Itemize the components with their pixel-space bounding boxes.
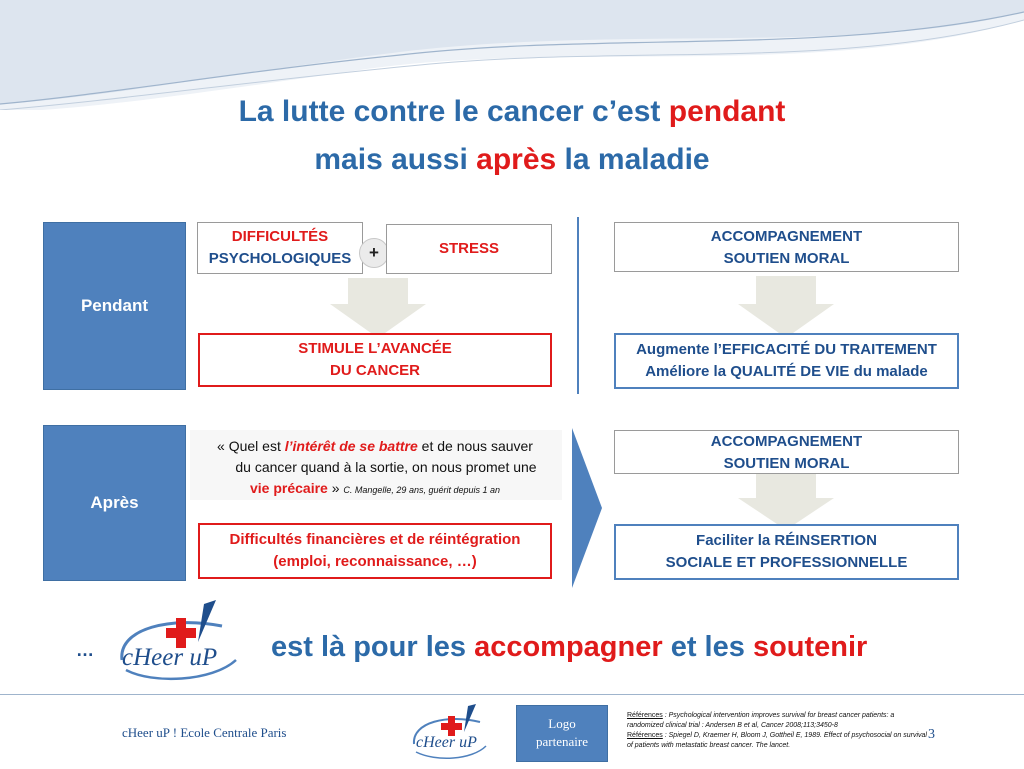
reference-label: Références bbox=[627, 732, 663, 739]
box-text: STIMULE L’AVANCÉE bbox=[298, 340, 452, 357]
stress-box bbox=[386, 224, 552, 274]
tagline-part: et les bbox=[662, 631, 753, 663]
reinsertion-box bbox=[614, 524, 959, 580]
reference-text: : Psychological intervention improves survival for breast cancer patients: a randomized clinical trial : Andersen B et al, Cancer 2008;113;3450-8 bbox=[627, 712, 895, 729]
references bbox=[627, 711, 927, 751]
down-arrow-left-pendant bbox=[330, 278, 426, 338]
vertical-divider bbox=[577, 217, 579, 394]
row-label-apres bbox=[43, 425, 186, 581]
reference-1 bbox=[627, 711, 927, 731]
row-label-text: Après bbox=[90, 493, 139, 512]
reference-text: : Spiegel D, Kraemer H, Bloom J, Gottheil E, 1989. Effect of psychosocial on survival of patients with metastatic breast cancer. The lancet. bbox=[627, 732, 927, 749]
box-text: SOUTIEN MORAL bbox=[723, 455, 850, 472]
box-text: (emploi, reconnaissance, …) bbox=[273, 553, 477, 570]
box-text: Améliore la QUALITÉ DE VIE du malade bbox=[645, 363, 928, 380]
title-text: la maladie bbox=[556, 143, 710, 176]
difficultes-financieres-box bbox=[198, 523, 552, 579]
quote-text: « Quel est bbox=[217, 438, 285, 454]
footer-cheerup-logo bbox=[408, 704, 494, 764]
down-arrow-right-apres bbox=[738, 474, 834, 530]
box-text: Difficultés financières et de réintégration bbox=[229, 531, 521, 548]
efficacite-traitement-box bbox=[614, 333, 959, 389]
down-arrow-right-pendant bbox=[738, 276, 834, 338]
box-text: DU CANCER bbox=[330, 362, 420, 379]
difficultes-psychologiques-box bbox=[197, 222, 363, 274]
page-number: 3 bbox=[928, 727, 935, 742]
footer-organization: cHeer uP ! Ecole Centrale Paris bbox=[122, 725, 287, 740]
right-arrow-apres bbox=[572, 428, 602, 588]
tagline-ellipsis: … bbox=[76, 640, 94, 660]
plus-badge bbox=[359, 238, 389, 268]
slide-title-line2 bbox=[0, 141, 1024, 179]
partner-text: Logo bbox=[548, 716, 576, 731]
tagline-text bbox=[271, 631, 867, 664]
accompagnement-box-pendant bbox=[614, 222, 959, 272]
row-label-pendant bbox=[43, 222, 186, 390]
row-label-text: Pendant bbox=[80, 296, 149, 315]
box-text: ACCOMPAGNEMENT bbox=[710, 433, 863, 450]
quote-text: et de nous sauver bbox=[417, 438, 533, 454]
cheerup-logo-graphic bbox=[112, 598, 252, 688]
reference-label: Références bbox=[627, 712, 663, 719]
accompagnement-box-apres bbox=[614, 430, 959, 474]
reference-2 bbox=[627, 731, 927, 751]
tagline-part: est là pour les bbox=[271, 631, 475, 663]
box-text: Augmente l’EFFICACITÉ DU TRAITEMENT bbox=[636, 341, 937, 358]
patient-quote bbox=[192, 436, 558, 501]
title-highlight-apres: après bbox=[476, 143, 557, 176]
tagline-highlight: soutenir bbox=[752, 631, 868, 663]
footer-divider bbox=[0, 694, 1024, 695]
title-text: La lutte contre le cancer c’est bbox=[238, 95, 669, 128]
box-text: SOCIALE ET PROFESSIONNELLE bbox=[665, 554, 908, 571]
title-text: mais aussi bbox=[314, 143, 477, 176]
box-text: Faciliter la RÉINSERTION bbox=[696, 532, 877, 549]
partner-logo-placeholder bbox=[516, 705, 608, 762]
quote-emphasis: vie précaire bbox=[249, 480, 328, 496]
tagline-highlight: accompagner bbox=[474, 631, 663, 663]
box-text: ACCOMPAGNEMENT bbox=[710, 228, 863, 245]
footer-logo-wordmark: cHeer uP bbox=[416, 734, 477, 751]
partner-text: partenaire bbox=[536, 734, 588, 749]
slide-title-line1 bbox=[0, 93, 1024, 131]
quote-author: C. Mangelle, 29 ans, guérit depuis 1 an bbox=[343, 485, 501, 495]
logo-wordmark: cHeer uP bbox=[122, 644, 218, 671]
quote-emphasis: l’intérêt de se battre bbox=[284, 438, 418, 454]
title-highlight-pendant: pendant bbox=[668, 95, 786, 128]
box-text: STRESS bbox=[438, 240, 499, 257]
quote-text: » bbox=[327, 480, 344, 496]
plus-symbol: + bbox=[369, 243, 379, 262]
cheerup-logo bbox=[112, 598, 252, 688]
box-text: DIFFICULTÉS bbox=[231, 228, 329, 245]
box-text: PSYCHOLOGIQUES bbox=[208, 250, 352, 267]
stimule-avancee-box bbox=[198, 333, 552, 387]
box-text: SOUTIEN MORAL bbox=[723, 250, 850, 267]
quote-text: du cancer quand à la sortie, on nous promet une bbox=[235, 459, 537, 475]
